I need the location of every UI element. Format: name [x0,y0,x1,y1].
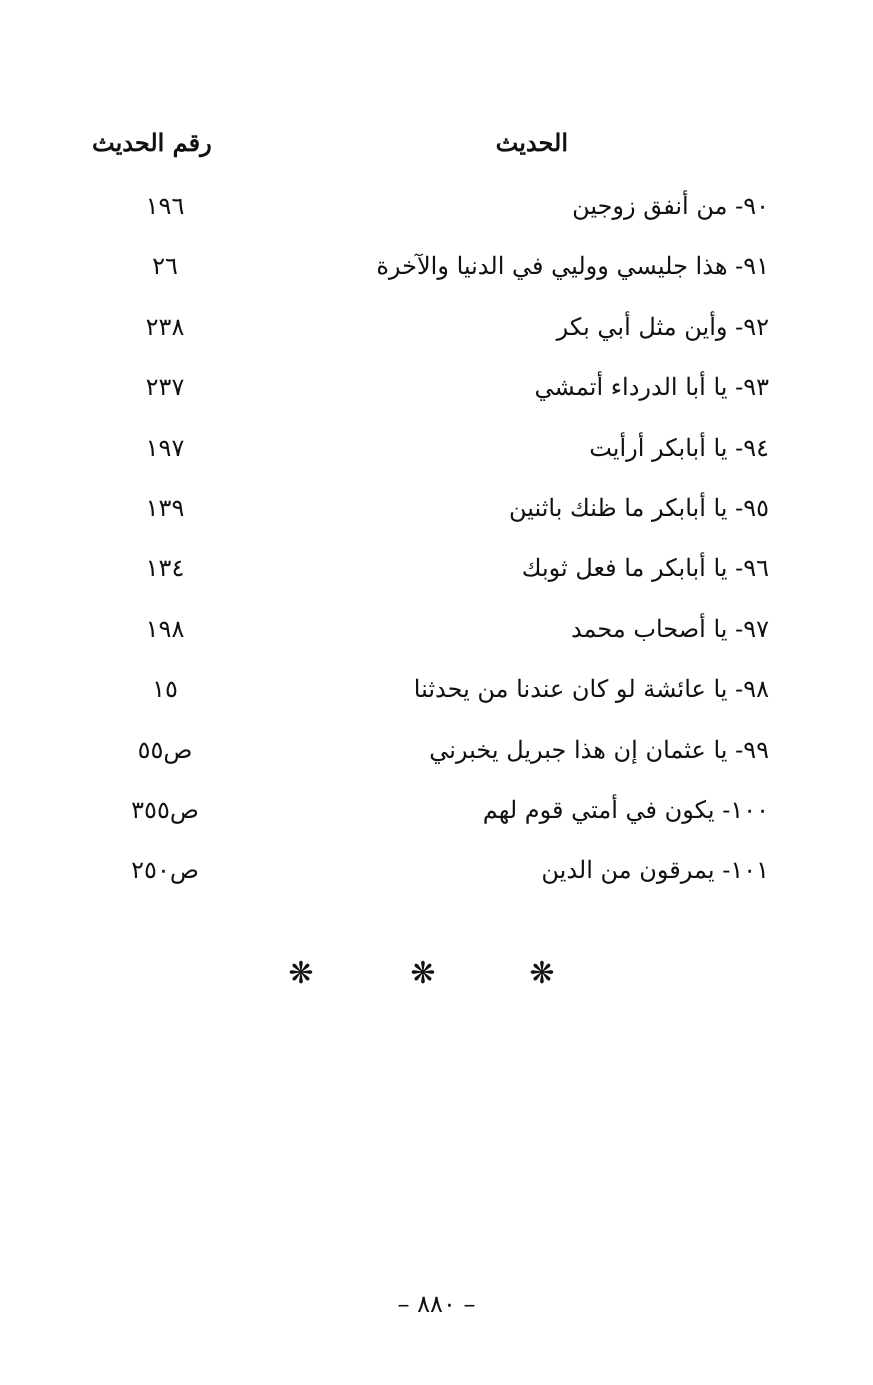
table-row [0,784,873,844]
hadith-number: ص٥٥ [137,735,193,764]
table-row [0,603,873,663]
hadith-number: ١٩٧ [145,433,185,462]
column-header-hadith: الحديث [495,128,568,157]
hadith-text: ٩٦- يا أبابكر ما فعل ثوبك [521,554,769,583]
hadith-number: ١٣٤ [145,554,185,583]
hadith-text: ٩١- هذا جليسي ووليي في الدنيا والآخرة [376,252,769,281]
table-row [0,240,873,300]
table-row [0,724,873,784]
hadith-text: ١٠٠- يكون في أمتي قوم لهم [482,795,769,824]
hadith-text: ٩٧- يا أصحاب محمد [570,614,769,643]
table-row [0,482,873,542]
hadith-number: ٢٣٧ [145,373,185,402]
hadith-text: ٩٨- يا عائشة لو كان عندنا من يحدثنا [413,675,769,704]
table-row [0,844,873,904]
table-row [0,422,873,482]
hadith-number: ١٣٩ [145,493,185,522]
hadith-text: ٩٣- يا أبا الدرداء أتمشي [534,373,769,402]
hadith-text: ٩٤- يا أبابكر أرأيت [589,433,769,462]
table-row [0,542,873,602]
hadith-text: ٩٢- وأين مثل أبي بكر [556,312,769,341]
table-row [0,663,873,723]
hadith-text: ٩٥- يا أبابكر ما ظنك باثنين [508,493,769,522]
hadith-text: ١٠١- يمرقون من الدين [541,856,769,885]
hadith-index-list [0,180,873,905]
hadith-number: ص٢٥٠ [131,856,199,885]
hadith-number: ٢٦ [152,252,178,281]
hadith-number: ١٩٦ [145,192,185,220]
asterism-star-icon: ❋ [410,956,436,991]
hadith-number: ١٥ [152,675,178,704]
page-number: – ٨٨٠ – [397,1290,476,1318]
hadith-text: ٩٠- من أنفق زوجين [572,192,769,220]
column-header-number: رقم الحديث [92,128,212,157]
asterism-star-icon: ❋ [529,956,555,991]
hadith-number: ٢٣٨ [145,312,185,341]
table-header [0,128,873,168]
table-row [0,180,873,240]
hadith-number: ١٩٨ [145,614,185,643]
hadith-text: ٩٩- يا عثمان إن هذا جبريل يخبرني [429,735,769,764]
section-divider [0,956,873,996]
table-row [0,361,873,421]
asterism-star-icon: ❋ [288,956,314,991]
hadith-number: ص٣٥٥ [131,795,199,824]
table-row [0,301,873,361]
